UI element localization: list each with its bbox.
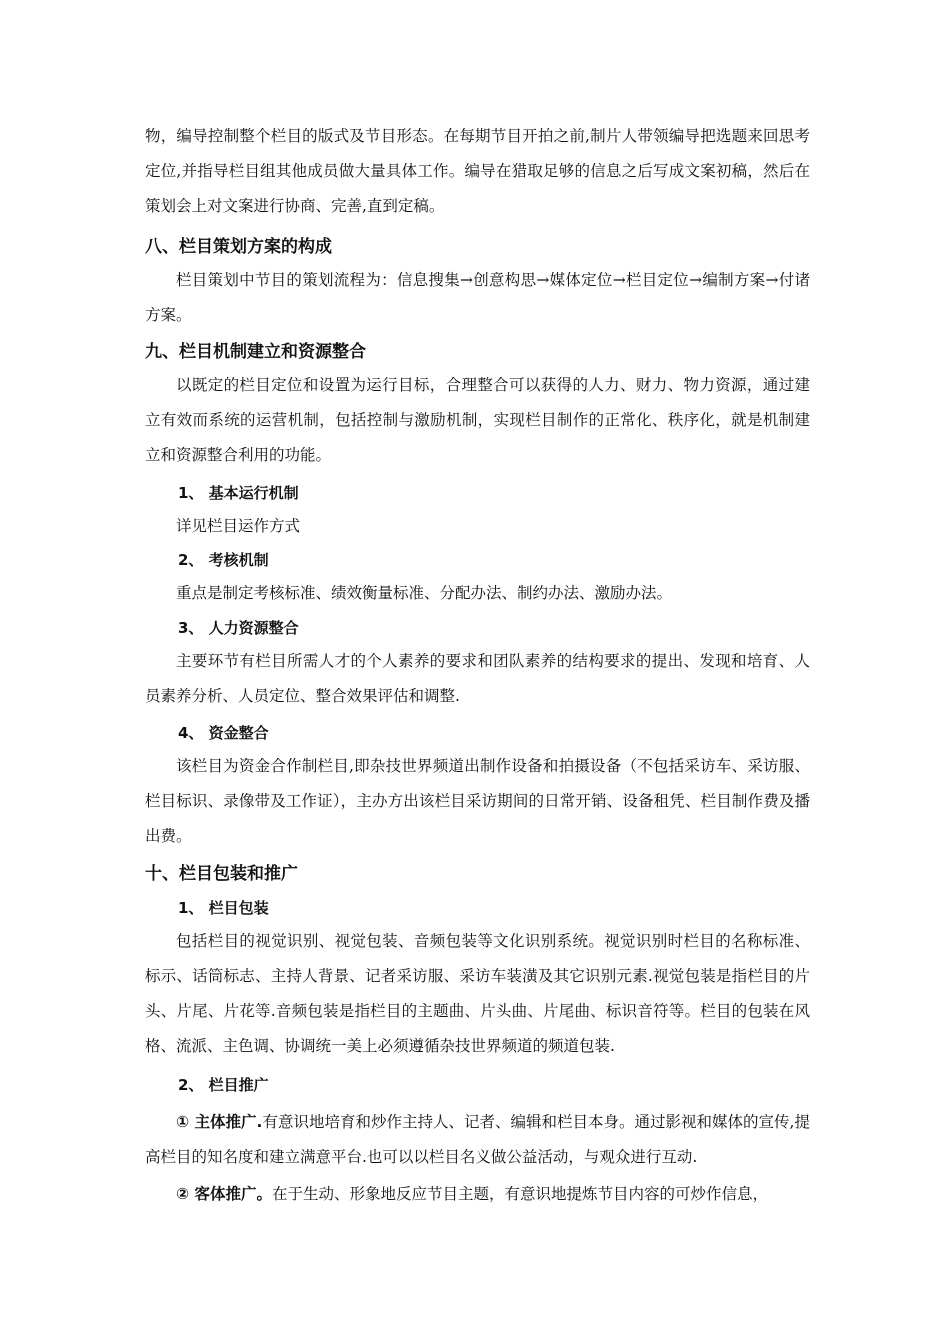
section-9-item-2-heading: 2、 考核机制 xyxy=(178,551,269,569)
section-9-item-3-body: 主要环节有栏目所需人才的个人素养的要求和团队素养的结构要求的提出、发现和培育、人员素养分析、人员定位、整合效果评估和调整. xyxy=(145,652,810,705)
promotion-1-body: 有意识地培育和炒作主持人、记者、编辑和栏目本身。通过影视和媒体的宣传,提高栏目的知名度和建立满意平台.也可以以栏目名义做公益活动，与观众进行互动. xyxy=(145,1113,810,1166)
section-9-body: 以既定的栏目定位和设置为运行目标，合理整合可以获得的人力、财力、物力资源，通过建立有效而系统的运营机制，包括控制与激励机制，实现栏目制作的正常化、秩序化，就是机制建立和资源整合利用的功能。 xyxy=(145,376,810,464)
section-8-body: 栏目策划中节目的策划流程为：信息搜集→创意构思→媒体定位→栏目定位→编制方案→付诸方案。 xyxy=(145,271,810,324)
section-9-heading: 九、栏目机制建立和资源整合 xyxy=(145,342,366,362)
section-9-item-1-heading: 1、 基本运行机制 xyxy=(178,484,299,502)
section-9-item-3-heading: 3、 人力资源整合 xyxy=(178,619,299,637)
section-9-item-4-body: 该栏目为资金合作制栏目,即杂技世界频道出制作设备和拍摄设备（不包括采访车、采访服、栏目标识、录像带及工作证），主办方出该栏目采访期间的日常开销、设备租凭、栏目制作费及播出费。 xyxy=(145,757,810,845)
section-10-heading: 十、栏目包装和推广 xyxy=(145,864,298,884)
promotion-2-lead: ② 客体推广。 xyxy=(176,1185,273,1203)
promotion-2-body: 在于生动、形象地反应节目主题，有意识地提炼节目内容的可炒作信息， xyxy=(272,1185,769,1203)
section-10-item-2-heading: 2、 栏目推广 xyxy=(178,1076,269,1094)
section-9-item-4-heading: 4、 资金整合 xyxy=(178,724,269,742)
section-10-item-1-heading: 1、 栏目包装 xyxy=(178,899,269,917)
intro-paragraph: 物，编导控制整个栏目的版式及节目形态。在每期节目开拍之前,制片人带领编导把选题来回思考定位,并指导栏目组其他成员做大量具体工作。编导在猎取足够的信息之后写成文案初稿，然后在策划会上对文案进行协商、完善,直到定稿。 xyxy=(145,127,810,215)
section-8-heading: 八、栏目策划方案的构成 xyxy=(145,237,332,257)
section-9-item-2-body: 重点是制定考核标准、绩效衡量标准、分配办法、制约办法、激励办法。 xyxy=(176,584,673,602)
promotion-1-lead: ① 主体推广. xyxy=(176,1113,263,1131)
promotion-paragraph-2 xyxy=(145,1177,810,1212)
section-10-item-1-body: 包括栏目的视觉识别、视觉包装、音频包装等文化识别系统。视觉识别时栏目的名称标准、标示、话筒标志、主持人背景、记者采访服、采访车装潢及其它识别元素.视觉包装是指栏目的片头、片尾、片花等.音频包装是指栏目的主题曲、片头曲、片尾曲、标识音符等。栏目的包装在风格、流派、主色调、协调统一美上必须遵循杂技世界频道的频道包装. xyxy=(145,932,810,1055)
section-9-item-1-body: 详见栏目运作方式 xyxy=(176,517,301,535)
promotion-paragraph-1 xyxy=(145,1105,810,1175)
